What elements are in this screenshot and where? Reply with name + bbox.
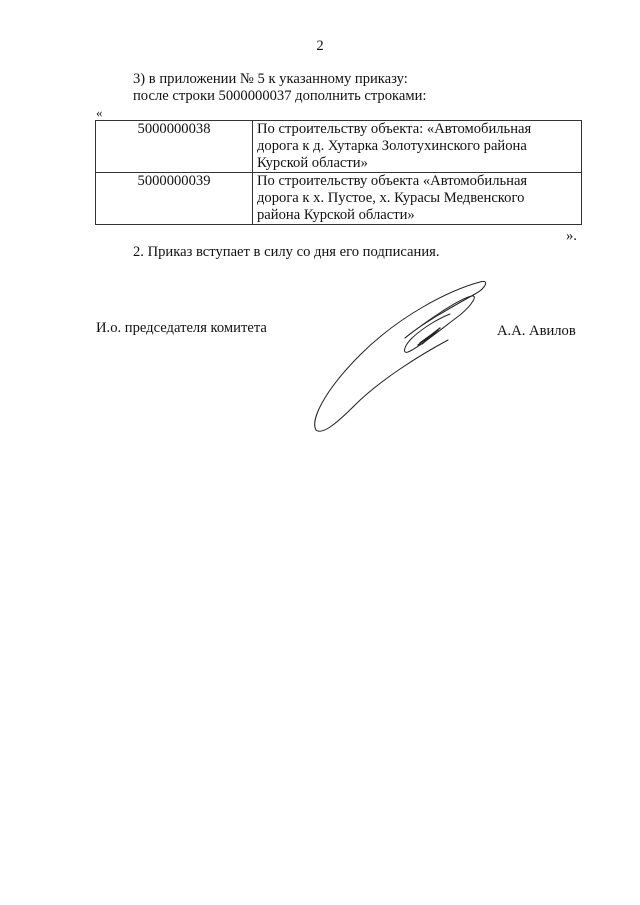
amendment-item-instruction: после строки 5000000037 дополнить строками: — [133, 88, 427, 104]
signer-name: А.А. Авилов — [497, 323, 576, 339]
description-line: Курской области» — [257, 155, 368, 171]
closing-quote: ». — [566, 228, 577, 244]
row-code: 5000000038 — [96, 121, 253, 173]
description-line: дорога к д. Хутарка Золотухинского района — [257, 138, 527, 154]
description-line: района Курской области» — [257, 207, 415, 223]
row-code: 5000000039 — [96, 173, 253, 225]
opening-quote: « — [96, 105, 103, 120]
row-description — [253, 121, 582, 173]
table-row — [96, 121, 582, 173]
amendment-table — [95, 120, 582, 225]
page-number: 2 — [316, 38, 324, 54]
description-line: По строительству объекта «Автомобильная — [257, 173, 528, 189]
amendment-item-heading: 3) в приложении № 5 к указанному приказу: — [133, 71, 408, 87]
effective-date-clause: 2. Приказ вступает в силу со дня его подписания. — [133, 244, 440, 260]
signer-title: И.о. председателя комитета — [96, 320, 267, 336]
table-row — [96, 173, 582, 225]
description-line: дорога к х. Пустое, х. Курасы Медвенского — [257, 190, 525, 206]
row-description — [253, 173, 582, 225]
signature-icon — [300, 270, 520, 440]
description-line: По строительству объекта: «Автомобильная — [257, 121, 532, 137]
